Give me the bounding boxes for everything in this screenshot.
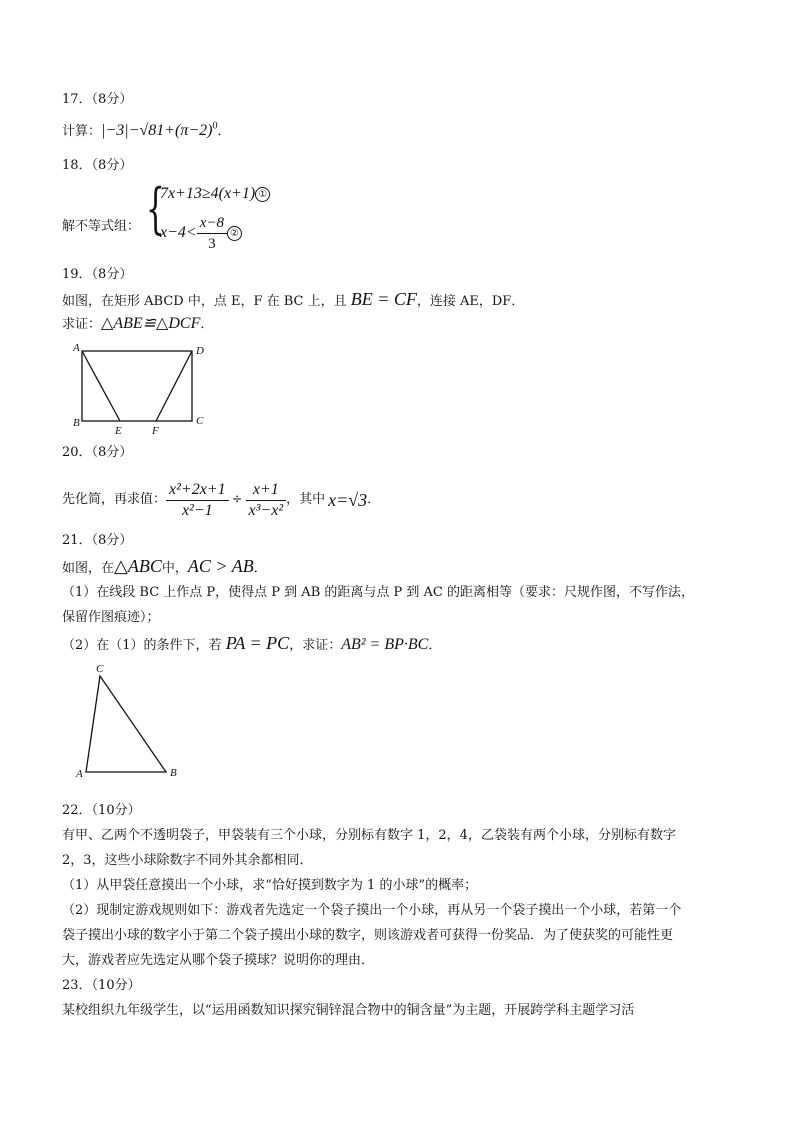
q21-triangle-figure: [66, 658, 186, 782]
q18-inequality-1: 7x+13≥4(x+1) ①: [160, 185, 270, 203]
q21-part2: （2）在（1）的条件下，若 PA = PC，求证：AB² = BP·BC．: [62, 633, 442, 653]
q20-header: 20．（8分）: [62, 445, 133, 460]
q17-expression: $|-3|-√81+(\pi-2)^0$: [101, 120, 218, 139]
rectangle-abcd: [82, 351, 192, 421]
label-b: B: [170, 767, 177, 779]
q17-prefix: 计算：: [62, 124, 102, 139]
q18-header: 18．（8分）: [62, 158, 133, 173]
q19-line1: 如图，在矩形 ABCD 中，点 E，F 在 BC 上，且 BE = CF，连接 AE，DF．: [62, 289, 525, 309]
q22-line5: 袋子摸出小球的数字小于第二个袋子摸出小球的数字，则该游戏者可获得一份奖品．为了使获奖的可能性更: [62, 928, 674, 943]
q20-mid: ，其中: [286, 492, 326, 507]
q22-header: 22．（10分）: [62, 803, 141, 818]
triangle-abc: [86, 676, 166, 772]
q22-line1: 有甲、乙两个不透明袋子，甲袋装有三个小球，分别标有数字 1，2，4，乙袋装有两个小球，分别标有数字: [62, 828, 676, 843]
q21-header: 21．（8分）: [62, 533, 133, 548]
segment-df: [156, 351, 192, 421]
q20-fraction-2: $\frac{x+1}{\text{x³−x²}}$: [246, 481, 287, 520]
q18-inequality-2: x−4< $\frac{x-8}{3}$ ②: [160, 214, 242, 253]
q17-header: 17．（8分）: [62, 92, 133, 107]
q20-divide: ÷: [231, 492, 243, 507]
q18-prefix: 解不等式组：: [62, 219, 141, 234]
q22-line6: 大，游戏者应先选定从哪个袋子摸球？说明你的理由．: [62, 953, 375, 968]
label-b: B: [73, 417, 80, 429]
label-e: E: [115, 425, 122, 436]
q20-prefix: 先化简，再求值：: [62, 492, 167, 507]
q21-part1-line2: 保留作图痕迹）；: [62, 610, 160, 625]
label-c: C: [196, 415, 204, 427]
q23-header: 23．（10分）: [62, 978, 141, 993]
label-d: D: [196, 345, 204, 357]
q19-header: 19．（8分）: [62, 267, 133, 282]
q20-condition: x=√3: [328, 490, 368, 510]
label-f: F: [152, 425, 159, 436]
q18-brace: {: [146, 177, 165, 240]
label-a: A: [76, 768, 83, 780]
segment-ae: [82, 351, 120, 421]
q23-line1: 某校组织九年级学生，以“运用函数知识探究铜锌混合物中的铜含量”为主题，开展跨学科主题学习活: [62, 1003, 635, 1018]
q20-end: ．: [367, 492, 381, 507]
q22-line2: 2，3，这些小球除数字不同外其余都相同．: [62, 853, 313, 868]
q19-rectangle-figure: [70, 340, 220, 436]
label-c: C: [96, 663, 104, 675]
q22-line3: （1）从甲袋任意摸出一个小球，求“恰好摸到数字为 1 的小球”的概率；: [62, 878, 478, 893]
q20-fraction-1: $\frac{\text{x²+2x+1}}{\text{x²−1}}$: [166, 481, 229, 520]
q17-body: [62, 122, 230, 141]
q19-line2: 求证：△ABE≌△DCF．: [62, 315, 214, 332]
q21-line1: 如图，在△ABC中，AC > AB．: [62, 556, 267, 576]
q17-end: ．: [217, 124, 231, 139]
q20-body: [62, 478, 380, 522]
label-a: A: [73, 342, 80, 354]
q22-line4: （2）现制定游戏规则如下：游戏者先选定一个袋子摸出一个小球，再从另一个袋子摸出一个小球，若第一个: [62, 903, 682, 918]
q21-part1-line1: （1）在线段 BC 上作点 P，使得点 P 到 AB 的距离与点 P 到 AC 的距离相等（要求：尺规作图，不写作法，: [62, 585, 694, 600]
